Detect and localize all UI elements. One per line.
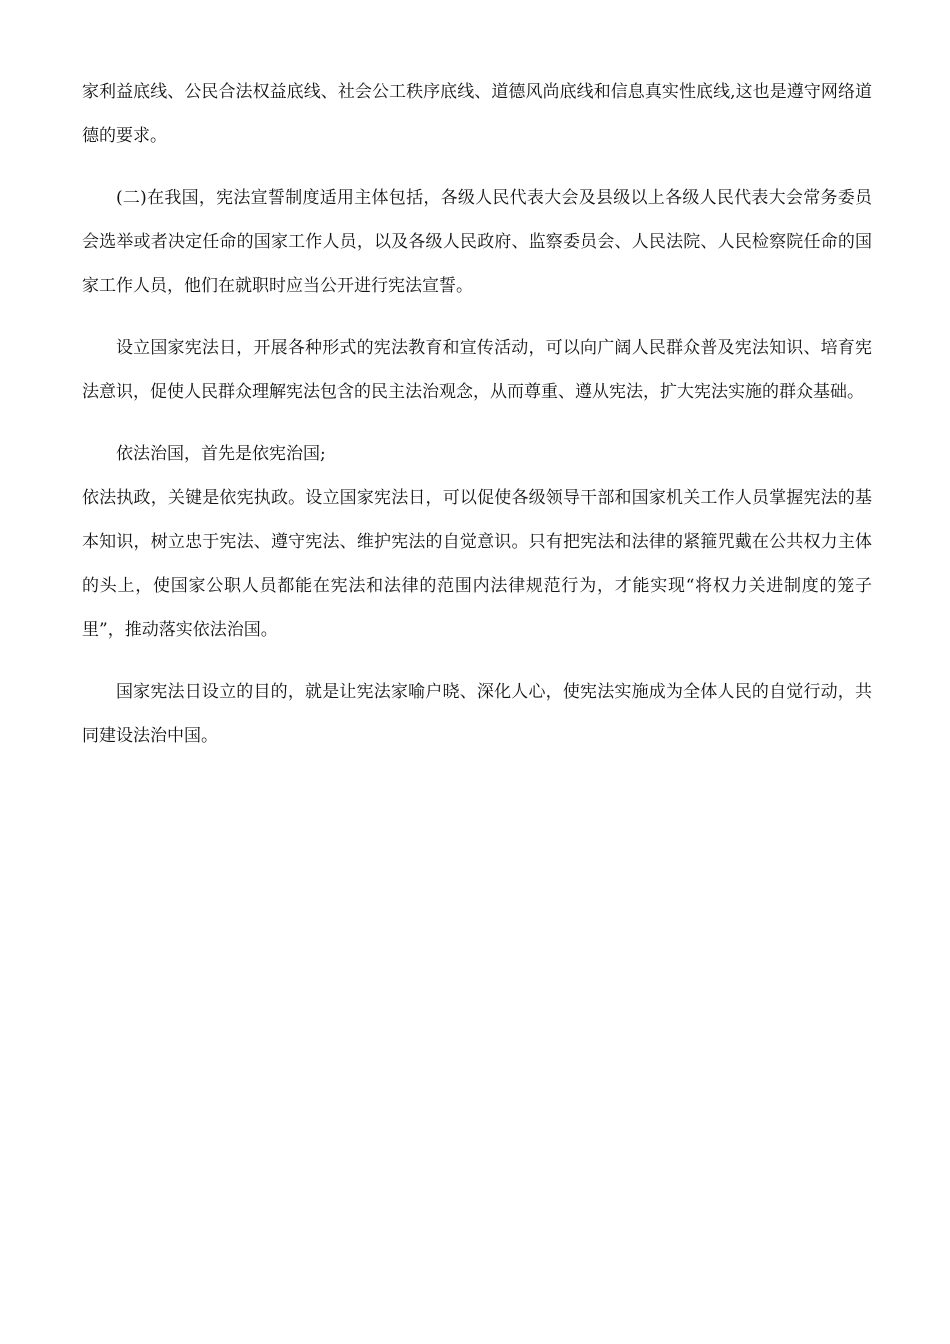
paragraph-3: 设立国家宪法日，开展各种形式的宪法教育和宣传活动，可以向广阔人民群众普及宪法知识、培育宪法意识，促使人民群众理解宪法包含的民主法治观念，从而尊重、遵从宪法，扩大宪法实施的群众基础。	[82, 338, 872, 402]
paragraph-1: 家利益底线、公民合法权益底线、社会公工秩序底线、道德风尚底线和信息真实性底线,这也是遵守网络道德的要求。	[82, 82, 872, 146]
paragraph-2: (二)在我国，宪法宣誓制度适用主体包括，各级人民代表大会及县级以上各级人民代表大会常务委员会选举或者决定任命的国家工作人员，以及各级人民政府、监察委员会、人民法院、人民检察院任命的国家工作人员，他们在就职时应当公开进行宪法宣誓。	[82, 188, 872, 296]
paragraph-5: 依法执政，关键是依宪执政。设立国家宪法日，可以促使各级领导干部和国家机关工作人员掌握宪法的基本知识，树立忠于宪法、遵守宪法、维护宪法的自觉意识。只有把宪法和法律的紧箍咒戴在公共权力主体的头上，使国家公职人员都能在宪法和法律的范围内法律规范行为，才能实现“将权力关进制度的笼子里”，推动落实依法治国。	[82, 488, 872, 640]
document-body	[82, 70, 872, 758]
paragraph-4: 依法治国，首先是依宪治国;	[116, 444, 326, 464]
paragraph-6: 国家宪法日设立的目的，就是让宪法家喻户晓、深化人心，使宪法实施成为全体人民的自觉行动，共同建设法治中国。	[82, 682, 872, 746]
